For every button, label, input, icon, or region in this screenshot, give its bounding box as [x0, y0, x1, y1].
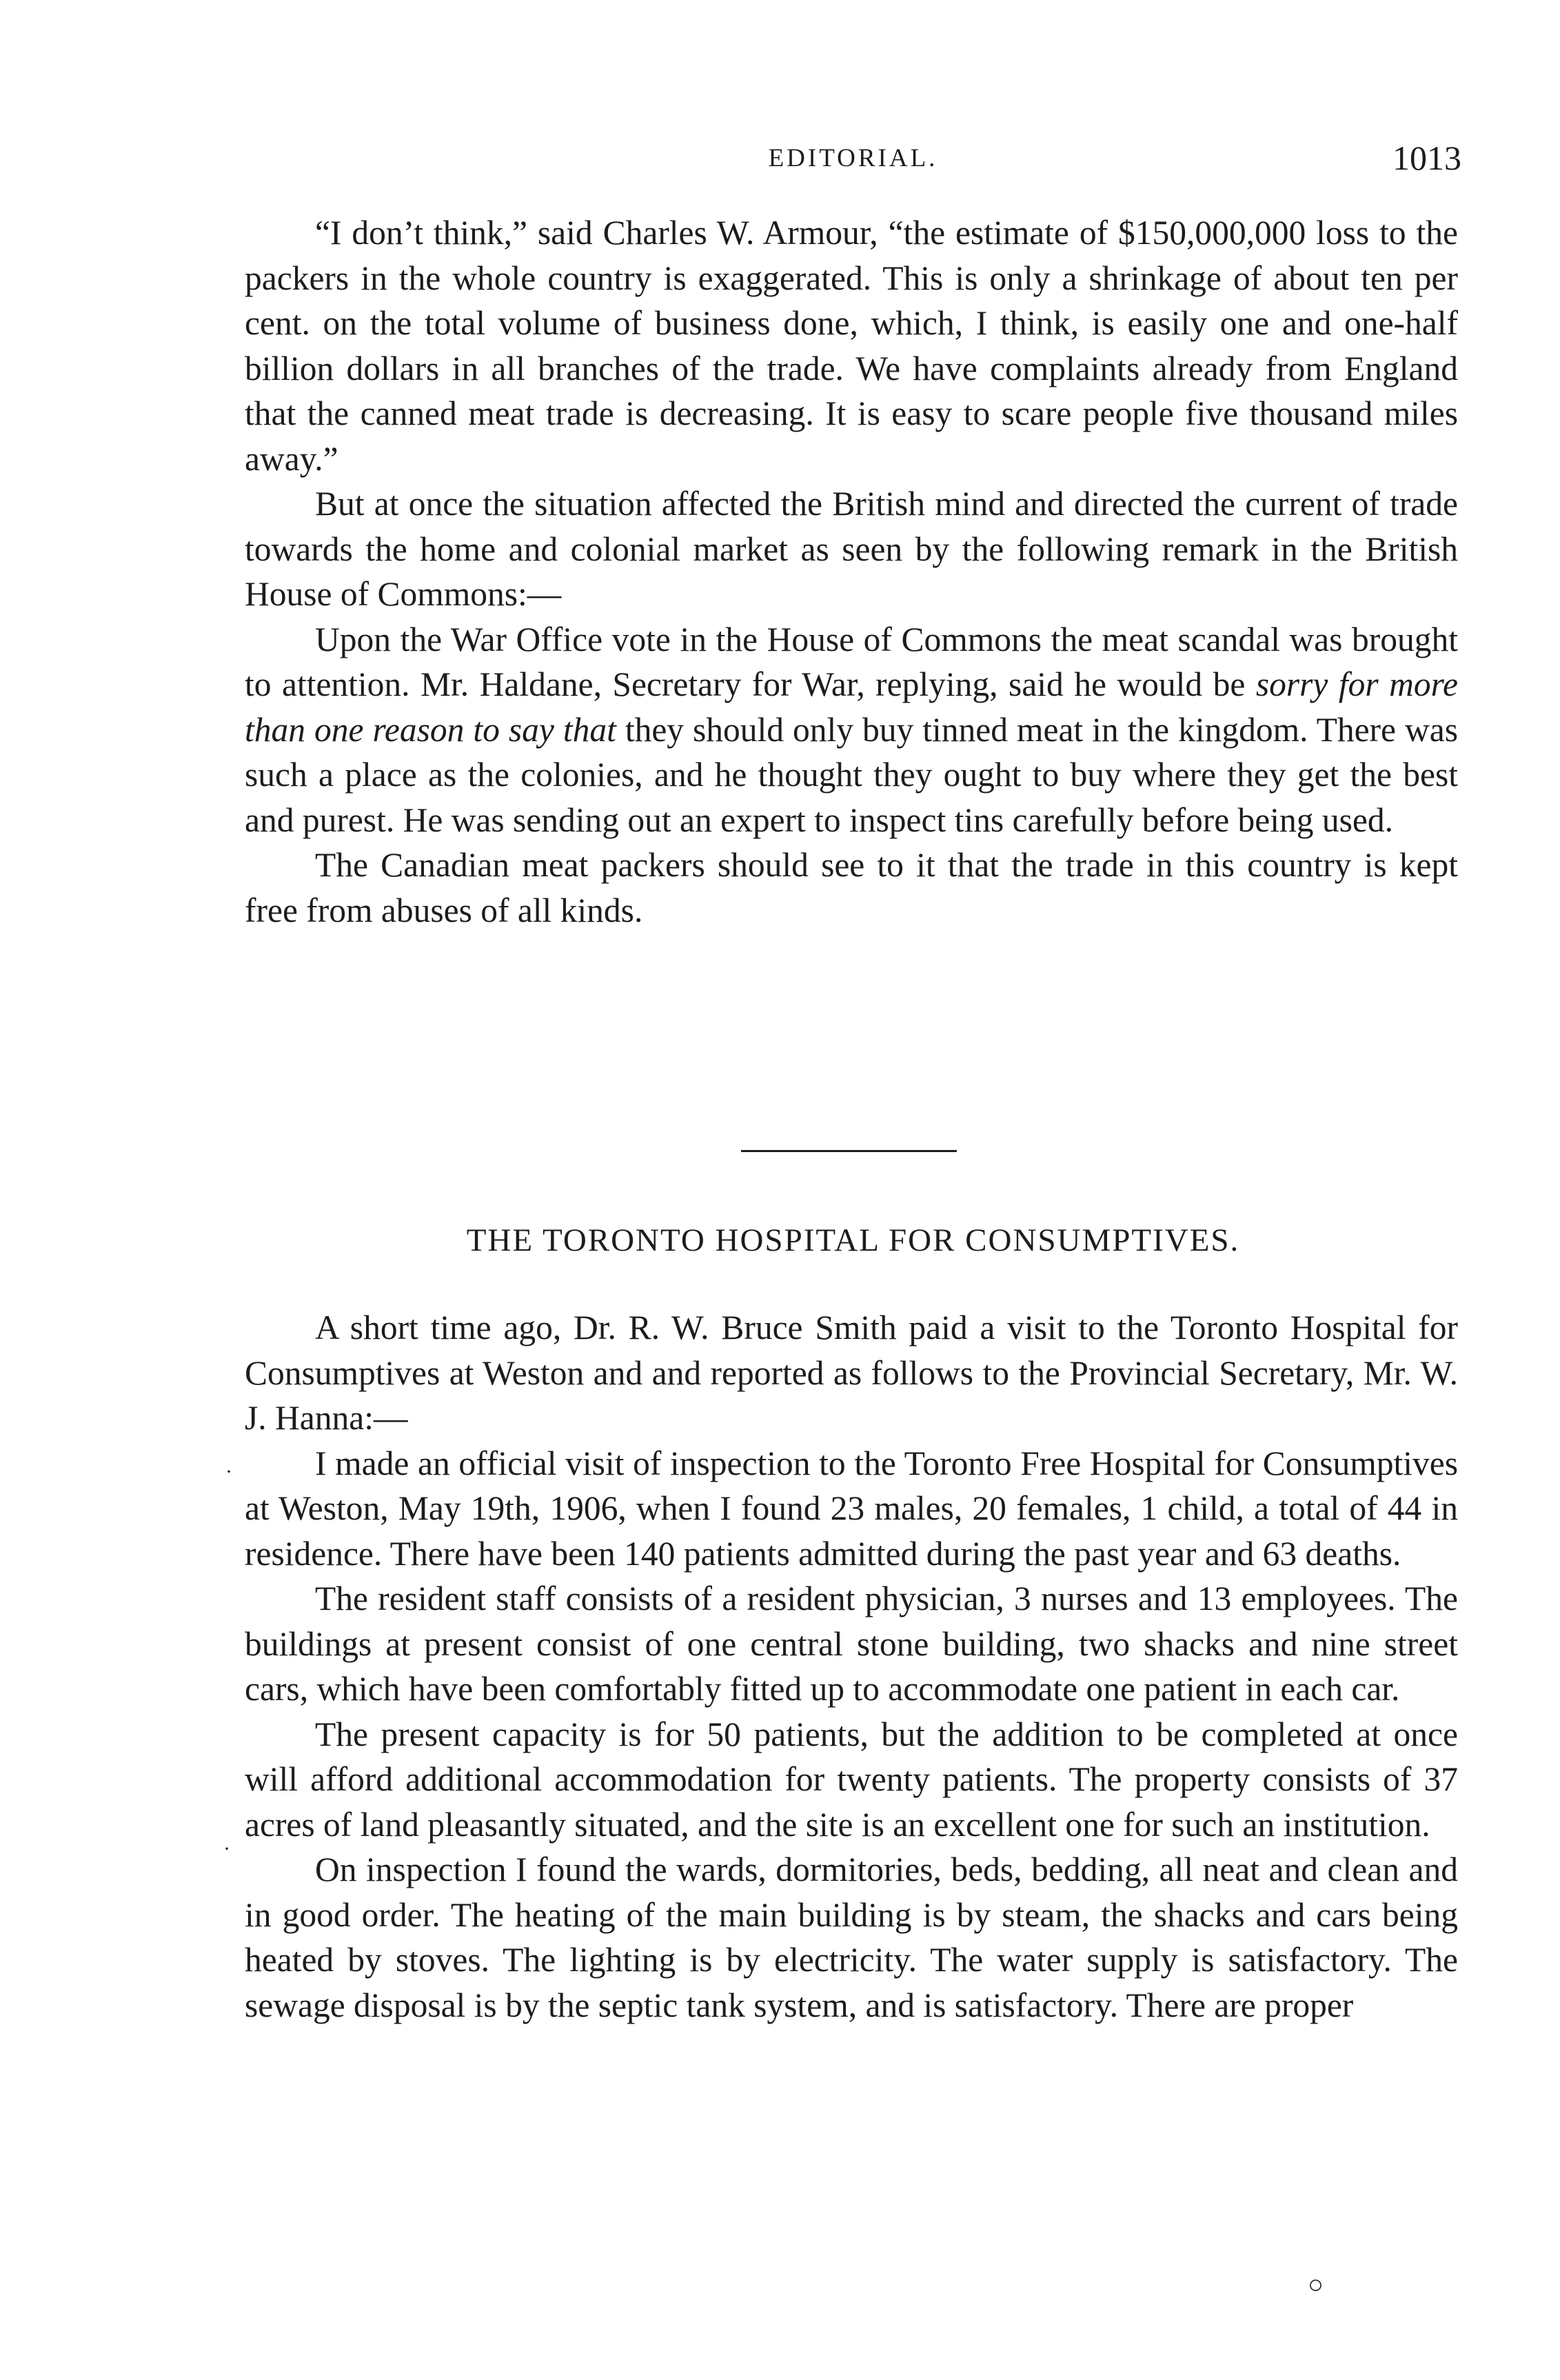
- paragraph-armour-quote: “I don’t think,” said Charles W. Armour, “the estimate of $150,000,000 loss to the packers in the whole country is exaggerated. This is only a shrinkage of about ten per cent. on the total volume of business done, which, I think, is easily one and one-half billion dollars in all branches of the trade. We have complaints already from England that the canned meat trade is decreasing. It is easy to scare people five thousand miles away.”: [245, 214, 1458, 478]
- footer-circle-mark: ○: [1308, 2270, 1324, 2299]
- paragraph-staff-buildings: The resident staff consists of a resident physician, 3 nurses and 13 employees. The buildings at present consist of one central stone building, two shacks and nine street cars, which have been comfortably fitted up to accommodate one patient in each car.: [245, 1580, 1458, 1708]
- article-toronto-hospital: [245, 1305, 1458, 2028]
- paragraph-canadian-packers: The Canadian meat packers should see to it that the trade in this country is kept free from abuses of all kinds.: [245, 846, 1458, 929]
- paragraph-capacity-property: The present capacity is for 50 patients, but the addition to be completed at once will afford additional accommodation for twenty patients. The property consists of 37 acres of land pleasantly situated, and the site is an excellent one for such an institution.: [245, 1715, 1458, 1844]
- running-head: [245, 138, 1461, 179]
- commons-text-italic: sorry for more than one reason to say that: [245, 665, 1458, 749]
- margin-dot-mark: ·: [223, 1837, 230, 1860]
- margin-dot-mark: ·: [225, 1460, 232, 1483]
- section-divider: [741, 1150, 957, 1152]
- running-title: EDITORIAL.: [768, 144, 938, 172]
- commons-text-part1: Upon the War Office vote in the House of Commons the meat scandal was brought to attention. Mr. Haldane, Secretary for War, replying, said he would be: [245, 620, 1458, 703]
- commons-text-part2: they should only buy tinned meat in the kingdom. There was such a place as the colonies, and he thought they ought to buy where they get the best and purest. He was sending out an expert to inspect tins carefully before being used.: [245, 710, 1458, 839]
- article-armour-meat-trade: [245, 210, 1458, 933]
- paragraph-house-of-commons: [245, 617, 1458, 843]
- page-number: 1013: [1392, 139, 1461, 177]
- paragraph-visit-intro: A short time ago, Dr. R. W. Bruce Smith paid a visit to the Toronto Hospital for Consumptives at Weston and and reported as follows to the Provincial Secretary, Mr. W. J. Hanna:—: [245, 1309, 1458, 1437]
- paragraph-wards-heating: On inspection I found the wards, dormitories, beds, bedding, all neat and clean and in good order. The heating of the main building is by steam, the shacks and cars being heated by stoves. The lighting is by electricity. The water supply is satisfactory. The sewage disposal is by the septic tank system, and is satisfactory. There are proper: [245, 1850, 1458, 2024]
- section-title-toronto-hospital: THE TORONTO HOSPITAL FOR CONSUMPTIVES.: [466, 1222, 1240, 1258]
- paragraph-british-mind: But at once the situation affected the British mind and directed the current of trade towards the home and colonial market as seen by the following remark in the British House of Commons:—: [245, 485, 1458, 613]
- paragraph-inspection-residents: I made an official visit of inspection to the Toronto Free Hospital for Consumptives at Weston, May 19th, 1906, when I found 23 males, 20 females, 1 child, a total of 44 in residence. There have been 140 patients admitted during the past year and 63 deaths.: [245, 1444, 1458, 1573]
